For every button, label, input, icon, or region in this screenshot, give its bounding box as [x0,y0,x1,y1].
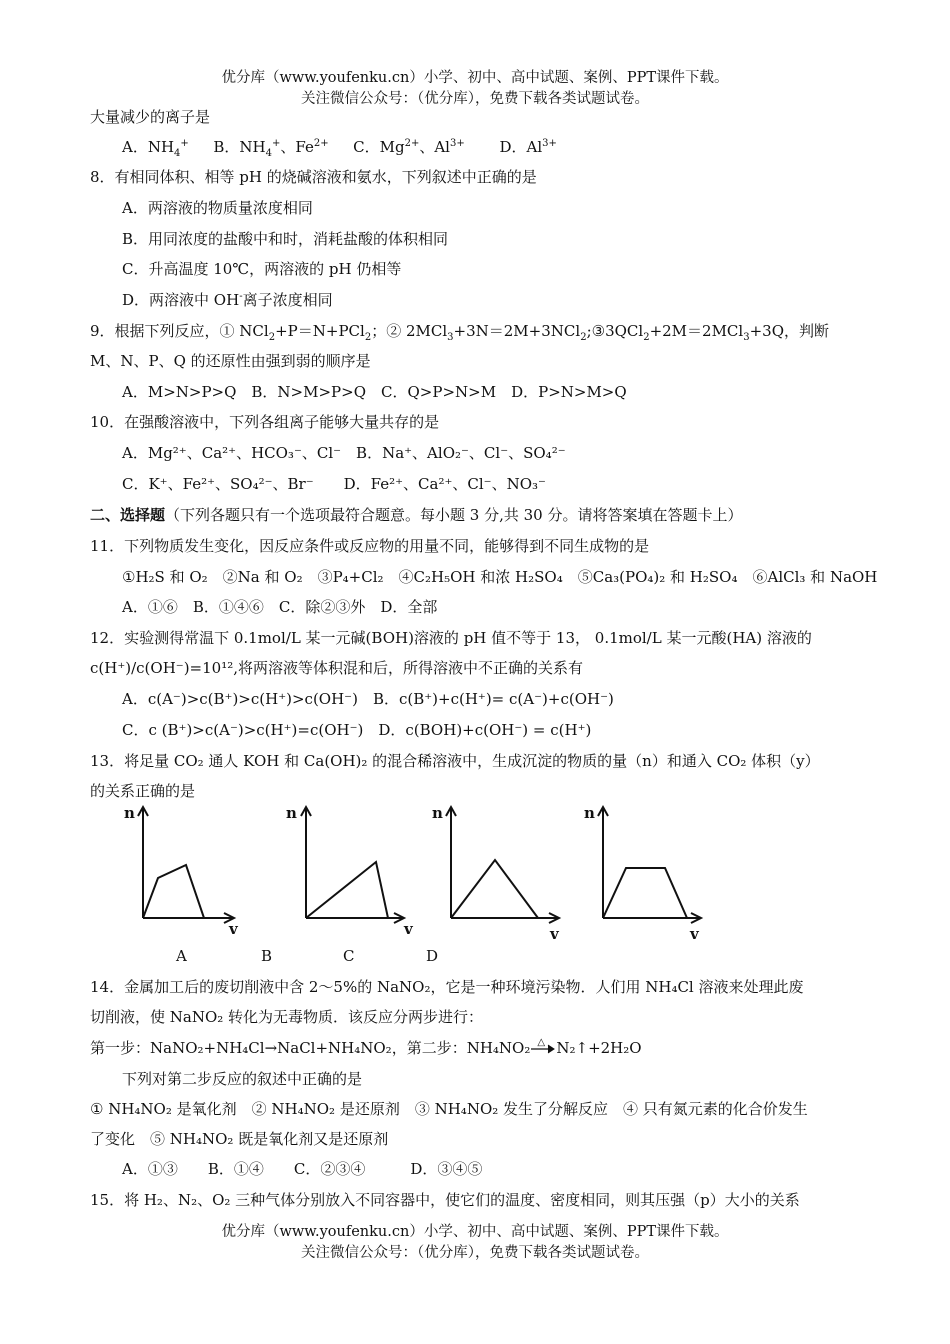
q13-stem-line-1: 13．将足量 CO₂ 通人 KOH 和 Ca(OH)₂ 的混合稀溶液中，生成沉淀的物质的量（n）和通入 CO₂ 体积（y） [90,752,820,770]
graph-d-curve [603,868,687,918]
q13-label-d: D [426,947,439,965]
footer-line-2: 关注微信公众号：（优分库），免费下载各类试题试卷。 [301,1245,649,1261]
q14-statements-line-1: ① NH₄NO₂ 是氧化剂 ② NH₄NO₂ 是还原剂 ③ NH₄NO₂ 发生了分解反应 ④ 只有氮元素的化合价发生 [90,1100,808,1118]
q13-label-b: B [261,947,273,965]
header-line-2: 关注微信公众号：（优分库），免费下载各类试题试卷。 [301,91,649,107]
q11-items: ①H₂S 和 O₂ ②Na 和 O₂ ③P₄+Cl₂ ④C₂H₅OH 和浓 H₂SO₄ ⑤Ca₃(PO₄)₂ 和 H₂SO₄ ⑥AlCl₃ 和 NaOH [122,568,878,586]
q13-label-c: C [343,947,355,965]
q8-option-d: D．两溶液中 OH-离子浓度相同 [122,291,333,309]
q14-step-2: N₂↑+2H₂O [556,1039,642,1057]
q9-options: A．M>N>P>Q B．N>M>P>Q C．Q>P>N>M D．P>N>M>Q [122,383,627,401]
q9-stem-line-2: M、N、P、Q 的还原性由强到弱的顺序是 [90,352,371,370]
graph-a-x-label: v [229,920,238,938]
graph-d [598,807,701,923]
q14-statements-line-2: 了变化 ⑤ NH₄NO₂ 既是氧化剂又是还原剂 [90,1130,389,1148]
q8-option-a: A．两溶液的物质量浓度相同 [122,199,313,217]
graph-c-curve [451,860,538,918]
q10-stem: 10．在强酸溶液中，下列各组离子能够大量共存的是 [90,413,440,431]
q13-label-a: A [176,947,187,965]
q8-option-b: B．用同浓度的盐酸中和时，消耗盐酸的体积相同 [122,230,449,248]
section-2-title: 二、选择题 [90,506,166,524]
q7-option-c: C．$Mg^{2+}$、$Al^{3+}$ [353,138,465,156]
q11-options: A．①⑥ B．①④⑥ C．除②③外 D．全部 [122,598,438,616]
graph-a [138,807,234,923]
q14-step-1: 第一步：NaNO₂+NH₄Cl→NaCl+NH₄NO₂，第二步：NH₄NO₂ [90,1039,531,1057]
header-line-1: 优分库（www.youfenku.cn）小学、初中、高中试题、案例、PPT课件下载。 [221,70,729,86]
q10-options-ab: A．Mg²⁺、Ca²⁺、HCO₃⁻、Cl⁻ B．Na⁺、AlO₂⁻、Cl⁻、SO₄²⁻ [122,444,566,462]
section-2-heading [90,504,870,526]
q7-tail: 大量减少的离子是 [90,108,211,126]
section-2-note: （下列各题只有一个选项最符合题意。每小题 3 分,共 30 分。请将答案填在答题卡上） [165,506,743,524]
q8-stem: 8．有相同体积、相等 pH 的烧碱溶液和氨水，下列叙述中正确的是 [90,168,537,186]
q12-stem-line-2: c(H⁺)/c(OH⁻)=10¹²,将两溶液等体积混和后，所得溶液中不正确的关系有 [90,659,584,677]
graph-c-y-label: n [432,804,443,822]
graph-a-y-label: n [124,804,135,822]
footer-line-1: 优分库（www.youfenku.cn）小学、初中、高中试题、案例、PPT课件下载。 [221,1224,729,1240]
q9-stem: 9．根据下列反应，① NCl$_2$+P＝N+PCl$_2$；② 2MCl$_3$+3N＝2M+3NCl$_2$;③3QCl$_2$+2M＝2MCl$_3$+3Q，判断 [90,322,830,343]
graph-c-x-label: v [550,925,559,943]
q14-steps [90,1037,870,1059]
q15-stem: 15．将 H₂、N₂、O₂ 三种气体分别放入不同容器中，使它们的温度、密度相同，则其压强（p）大小的关系 [90,1191,800,1209]
delta-symbol: △ [537,1037,546,1048]
q7-option-b: B．$NH_4^+$、$Fe^{2+}$ [213,138,329,159]
graph-b-curve [306,862,388,918]
heat-arrow-icon [530,1037,556,1057]
q7-option-d: D．$Al^{3+}$ [499,138,557,156]
q13-graphs [118,800,718,945]
q8-option-c: C．升高温度 10℃，两溶液的 pH 仍相等 [122,260,402,278]
q11-stem: 11．下列物质发生变化，因反应条件或反应物的用量不同，能够得到不同生成物的是 [90,537,650,555]
graph-d-y-label: n [584,804,595,822]
graph-c [446,807,559,923]
q14-stem-line-2: 切削液，使 NaNO₂ 转化为无毒物质．该反应分两步进行： [90,1008,484,1026]
q13-stem-line-2: 的关系正确的是 [90,782,196,800]
graph-b-y-label: n [286,804,297,822]
graph-a-curve [143,865,204,918]
graph-d-x-label: v [690,925,699,943]
q14-stem-line-1: 14．金属加工后的废切削液中含 2～5%的 NaNO₂，它是一种环境污染物．人们用 NH₄Cl 溶液来处理此废 [90,978,804,996]
q14-ask: 下列对第二步反应的叙述中正确的是 [122,1070,363,1088]
graph-b [301,807,404,923]
graph-b-x-label: v [404,920,413,938]
q12-options-cd: C．c (B⁺)>c(A⁻)>c(H⁺)=c(OH⁻) D．c(BOH)+c(OH⁻) = c(H⁺) [122,721,592,739]
q12-options-ab: A．c(A⁻)>c(B⁺)>c(H⁺)>c(OH⁻) B．c(B⁺)+c(H⁺)= c(A⁻)+c(OH⁻) [122,690,614,708]
q14-options: A．①③ B．①④ C．②③④ D．③④⑤ [122,1160,483,1178]
q7-options [122,136,902,158]
q10-options-cd: C．K⁺、Fe²⁺、SO₄²⁻、Br⁻ D．Fe²⁺、Ca²⁺、Cl⁻、NO₃⁻ [122,475,546,493]
q7-option-a: A．$NH_4^+$ [122,138,189,159]
q12-stem-line-1: 12．实验测得常温下 0.1mol/L 某一元碱(BOH)溶液的 pH 值不等于 13， 0.1mol/L 某一元酸(HA) 溶液的 [90,629,812,647]
